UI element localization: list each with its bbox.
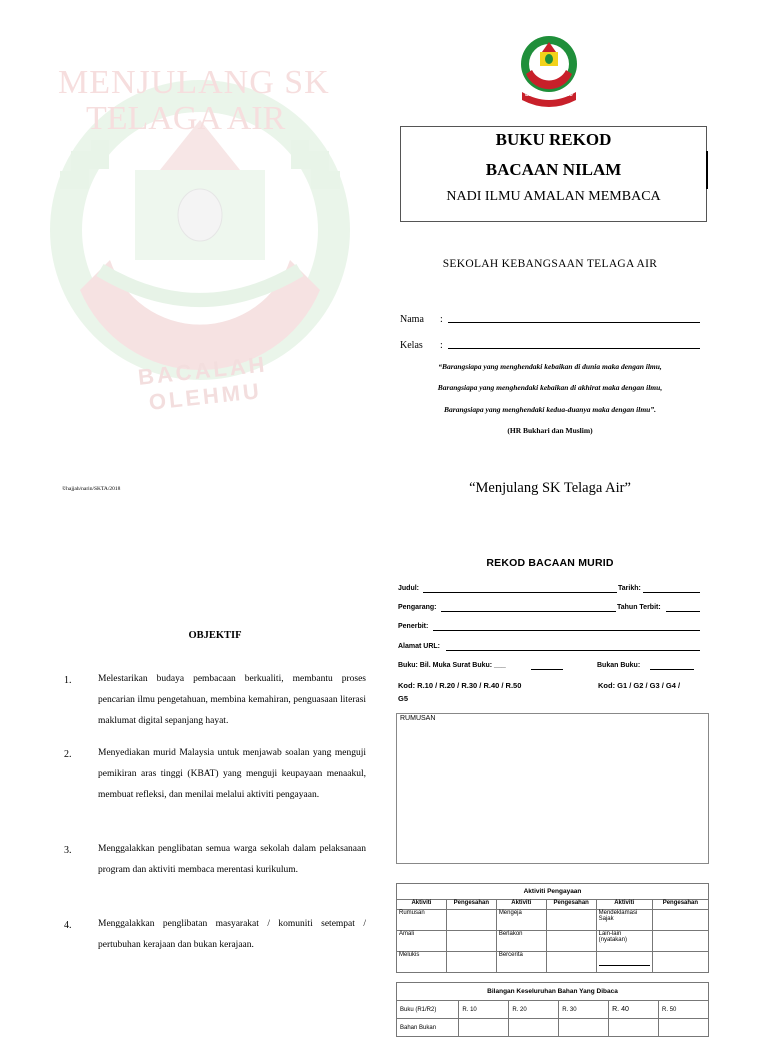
watermark-text-2: TELAGA AIR bbox=[86, 100, 286, 137]
table-cell: Melukis bbox=[397, 952, 447, 973]
title-box bbox=[400, 126, 707, 222]
logo-ribbon-text: BACALAH OLEHMU bbox=[525, 92, 573, 98]
table-header: Pengesahan bbox=[446, 900, 496, 910]
hadith-source: (HR Bukhari dan Muslim) bbox=[507, 426, 593, 435]
rekod-heading: REKOD BACAAN MURID bbox=[486, 557, 614, 569]
pengarang-field[interactable] bbox=[441, 611, 616, 612]
penerbit-label: Penerbit: bbox=[398, 623, 429, 630]
title-line-3: NADI ILMU AMALAN MEMBACA bbox=[446, 189, 661, 204]
table-cell: R. 30 bbox=[559, 1001, 609, 1019]
table-cell: Berlakon bbox=[496, 931, 546, 952]
table-header: Aktiviti bbox=[397, 900, 447, 910]
table-cell[interactable] bbox=[446, 952, 496, 973]
watermark-ribbon-text: BACALAH OLEHMU bbox=[136, 351, 269, 415]
table-cell[interactable] bbox=[609, 1019, 659, 1037]
motto: “Menjulang SK Telaga Air” bbox=[469, 480, 631, 496]
objektif-text-1: Melestarikan budaya pembacaan berkualiti, membantu proses pencarian ilmu pengetahuan, membina kemahiran, penguasaan literasi maklumat digital sepanjang hayat. bbox=[98, 674, 366, 726]
table-cell: Mendeklamasi Sajak bbox=[596, 910, 652, 931]
table-cell[interactable] bbox=[446, 910, 496, 931]
table-cell[interactable] bbox=[559, 1019, 609, 1037]
table-cell: Lain-lain (nyatakan) bbox=[596, 931, 652, 952]
table-cell[interactable] bbox=[546, 910, 596, 931]
objektif-text-3: Menggalakkan penglibatan semua warga sekolah dalam pelaksanaan program dan aktiviti membaca merentasi kurikulum. bbox=[98, 844, 366, 875]
rumusan-box[interactable] bbox=[396, 713, 709, 864]
bukan-buku-field[interactable] bbox=[650, 669, 694, 670]
table-cell[interactable] bbox=[459, 1019, 509, 1037]
table-cell[interactable] bbox=[546, 931, 596, 952]
title-box-accent bbox=[706, 151, 708, 189]
bilangan-caption: Bilangan Keseluruhan Bahan Yang Dibaca bbox=[397, 983, 709, 1001]
copyright-text: ©hajjah/narin/SKTA/2018 bbox=[62, 486, 121, 492]
hadith-line-2: Barangsiapa yang menghendaki kebaikan di akhirat maka dengan ilmu, bbox=[437, 383, 663, 392]
tarikh-field[interactable] bbox=[643, 592, 700, 593]
nama-colon: : bbox=[440, 314, 443, 325]
alamat-url-field[interactable] bbox=[446, 650, 700, 651]
buku-field[interactable] bbox=[531, 669, 563, 670]
objektif-number-1: 1. bbox=[64, 675, 72, 686]
nama-label: Nama bbox=[400, 314, 424, 325]
kelas-field[interactable] bbox=[448, 348, 700, 349]
objektif-text-2: Menyediakan murid Malaysia untuk menjawab soalan yang menguji pemikiran aras tinggi (KBAT) yang menguji keupayaan menaakul, membuat refleksi, dan menilai melalui aktiviti pengayaan. bbox=[98, 748, 366, 800]
kelas-colon: : bbox=[440, 340, 443, 351]
judul-field[interactable] bbox=[423, 592, 617, 593]
table-cell: R. 40 bbox=[609, 1001, 659, 1019]
table-cell[interactable] bbox=[652, 952, 708, 973]
kod-left: Kod: R.10 / R.20 / R.30 / R.40 / R.50 bbox=[398, 681, 522, 690]
tarikh-label: Tarikh: bbox=[618, 585, 641, 592]
table-cell[interactable] bbox=[652, 931, 708, 952]
tahun-terbit-label: Tahun Terbit: bbox=[617, 604, 661, 611]
table-cell: R. 50 bbox=[659, 1001, 709, 1019]
table-cell[interactable] bbox=[509, 1019, 559, 1037]
table-row bbox=[397, 1001, 709, 1019]
table-row bbox=[397, 910, 709, 931]
table-row bbox=[397, 952, 709, 973]
judul-label: Judul: bbox=[398, 585, 419, 592]
hadith-line-3: Barangsiapa yang menghendaki kedua-duanya maka dengan ilmu”. bbox=[444, 405, 656, 414]
penerbit-field[interactable] bbox=[433, 630, 700, 631]
table-cell: Bahan Bukan bbox=[397, 1019, 459, 1037]
school-crest-icon bbox=[518, 30, 580, 110]
objektif-text-4: Menggalakkan penglibatan masyarakat / komuniti setempat / pertubuhan kerajaan dan bukan kerajaan. bbox=[98, 919, 366, 950]
title-line-2: BACAAN NILAM bbox=[485, 160, 622, 179]
objektif-number-3: 3. bbox=[64, 845, 72, 856]
kod-wrap: G5 bbox=[398, 694, 409, 703]
tahun-terbit-field[interactable] bbox=[666, 611, 700, 612]
table-cell: Bercerita bbox=[496, 952, 546, 973]
table-row bbox=[397, 1019, 709, 1037]
title-line-1: BUKU REKOD bbox=[495, 130, 612, 149]
nama-field[interactable] bbox=[448, 322, 700, 323]
table-cell: R. 20 bbox=[509, 1001, 559, 1019]
table-header: Aktiviti bbox=[596, 900, 652, 910]
table-cell: R. 10 bbox=[459, 1001, 509, 1019]
bilangan-table bbox=[396, 982, 709, 1037]
bukan-buku-label: Bukan Buku: bbox=[597, 662, 641, 669]
table-cell: Amali bbox=[397, 931, 447, 952]
table-header: Pengesahan bbox=[546, 900, 596, 910]
table-header: Pengesahan bbox=[652, 900, 708, 910]
table-cell[interactable] bbox=[546, 952, 596, 973]
buku-label: Buku: Bil. Muka Surat Buku: ___ bbox=[398, 662, 506, 669]
school-name: SEKOLAH KEBANGSAAN TELAGA AIR bbox=[442, 258, 658, 270]
table-cell[interactable] bbox=[659, 1019, 709, 1037]
pengarang-label: Pengarang: bbox=[398, 604, 437, 611]
table-cell: Mengeja bbox=[496, 910, 546, 931]
table-cell[interactable] bbox=[446, 931, 496, 952]
aktiviti-caption: Aktiviti Pengayaan bbox=[397, 884, 709, 900]
table-row bbox=[397, 931, 709, 952]
table-header: Aktiviti bbox=[496, 900, 546, 910]
table-cell: Buku (R1/R2) bbox=[397, 1001, 459, 1019]
table-cell: Rumusan bbox=[397, 910, 447, 931]
objektif-heading: OBJEKTIF bbox=[188, 630, 242, 641]
table-cell[interactable] bbox=[596, 952, 652, 973]
kelas-label: Kelas bbox=[400, 340, 423, 351]
objektif-number-4: 4. bbox=[64, 920, 72, 931]
hadith-line-1: “Barangsiapa yang menghendaki kebaikan di dunia maka dengan ilmu, bbox=[438, 362, 662, 371]
watermark-text-1: MENJULANG SK bbox=[58, 64, 330, 101]
table-cell[interactable] bbox=[652, 910, 708, 931]
aktiviti-table bbox=[396, 883, 709, 973]
alamat-url-label: Alamat URL: bbox=[398, 643, 441, 650]
rumusan-label: RUMUSAN bbox=[400, 715, 436, 722]
school-logo bbox=[518, 30, 580, 110]
kod-right: Kod: G1 / G2 / G3 / G4 / bbox=[598, 681, 681, 690]
objektif-number-2: 2. bbox=[64, 749, 72, 760]
